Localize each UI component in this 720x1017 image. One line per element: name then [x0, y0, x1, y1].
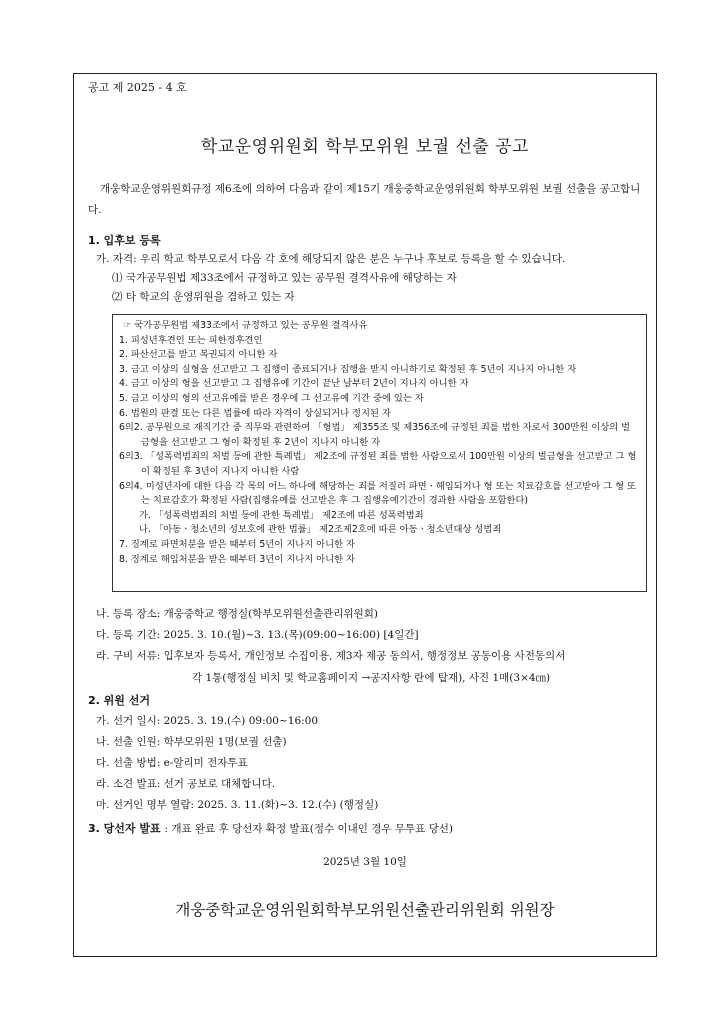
box-header: ☞ 국가공무원법 제33조에서 규정하고 있는 공무원 결격사유 — [123, 320, 368, 331]
box-line-6-4: 6의4. 미성년자에 대한 다음 각 목의 어느 하나에 해당하는 죄를 저질러 파면ㆍ해임되거나 형 또는 치료감호를 선고받아 그 형 또는 치료감호가 확정된 사람(집행유예를 선고받은 후 그 집행유예기간이 경과한 사람을 포함한다) — [119, 480, 637, 507]
section1-ga: 가. 자격: 우리 학교 학부모로서 다음 각 호에 해당되지 않은 분은 누구나 후보로 등록을 할 수 있습니다. — [96, 253, 566, 265]
box-line-1: 1. 피성년후견인 또는 피한정후견인 — [119, 334, 263, 346]
box-line-5: 5. 금고 이상의 형의 선고유예를 받은 경우에 그 선고유예 기간 중에 있는 자 — [119, 392, 424, 404]
notice-number: 공고 제 2025 - 4 호 — [88, 81, 187, 94]
section2-ma: 마. 선거인 명부 열람: 2025. 3. 11.(화)~3. 12.(수) (행정실) — [96, 799, 379, 811]
signature-line: 개웅중학교운영위원회학부모위원선출관리위원회 위원장 — [175, 901, 555, 919]
section1-da: 다. 등록 기간: 2025. 3. 10.(월)~3. 13.(목)(09:00~16:00) [4일간] — [96, 629, 419, 641]
section3 — [88, 820, 453, 836]
page-title: 학교운영위원회 학부모위원 보궐 선출 공고 — [200, 137, 530, 157]
box-line-4: 4. 금고 이상의 형을 선고받고 그 집행유예 기간이 끝난 날부터 2년이 지나지 아니한 자 — [119, 378, 469, 390]
section1-na: 나. 등록 장소: 개웅중학교 행정실(학부모위원선출관리위원회) — [96, 608, 378, 620]
section1-heading: 1. 입후보 등록 — [88, 234, 161, 247]
section1-ra: 라. 구비 서류: 입후보자 등록서, 개인정보 수집이용, 제3자 제공 동의서, 행정정보 공동이용 사전동의서 — [96, 650, 566, 662]
box-line-6-3: 6의3. 「성폭력범죄의 처벌 등에 관한 특례법」 제2조에 규정된 죄를 범한 사람으로서 100만원 이상의 벌금형을 선고받고 그 형이 확정된 후 3년이 지나지 아니한 사람 — [119, 451, 637, 477]
box-line-8: 8. 징계로 해임처분을 받은 때부터 3년이 지나지 아니한 자 — [119, 553, 356, 565]
box-line-6: 6. 법원의 판결 또는 다른 법률에 따라 자격이 상실되거나 정지된 자 — [119, 407, 391, 419]
disqualification-box — [112, 314, 647, 592]
notice-date: 2025년 3월 10일 — [323, 856, 407, 868]
section1-ga-1: ⑴ 국가공무원법 제33조에서 규정하고 있는 공무원 결격사유에 해당하는 자 — [112, 272, 457, 284]
box-line-7: 7. 징계로 파면처분을 받은 때부터 5년이 지나지 아니한 자 — [119, 538, 356, 550]
box-line-6-4-na: 나. 「아동ㆍ청소년의 성보호에 관한 법률」 제2조제2호에 따른 아동ㆍ청소년대상 성범죄 — [139, 524, 502, 536]
intro-paragraph: 개웅학교운영위원회규정 제6조에 의하여 다음과 같이 제15기 개웅중학교운영위원회 학부모위원 보궐 선출을 공고합니다. — [88, 183, 641, 216]
section2-na: 나. 선출 인원: 학부모위원 1명(보궐 선출) — [96, 736, 287, 748]
section1-ra-cont: 각 1통(행정실 비치 및 학교홈페이지 →공지사항 란에 탑재), 사진 1매(3×4㎝) — [192, 672, 551, 684]
section2-ra: 라. 소견 발표: 선거 공보로 대체합니다. — [96, 778, 276, 790]
section2-da: 다. 선출 방법: e-알리미 전자투표 — [96, 757, 248, 769]
section3-body: : 개표 완료 후 당선자 확정 발표(정수 이내인 경우 무투표 당선) — [164, 823, 454, 835]
box-line-6-2: 6의2. 공무원으로 재직기간 중 직무와 관련하여 「형법」 제355조 및 제356조에 규정된 죄를 범한 자로서 300만원 이상의 벌금형을 선고받고 그 형이 확정된 후 2년이 지나지 아니한 자 — [119, 422, 631, 448]
notice-frame — [73, 73, 657, 957]
box-line-6-4-ga: 가. 「성폭력범죄의 처벌 등에 관한 특례법」 제2조에 따른 성폭력범죄 — [139, 509, 424, 521]
section2-ga: 가. 선거 일시: 2025. 3. 19.(수) 09:00~16:00 — [96, 715, 319, 727]
section1-ga-2: ⑵ 타 학교의 운영위원을 겸하고 있는 자 — [112, 291, 295, 303]
box-line-3: 3. 금고 이상의 실형을 선고받고 그 집행이 종료되거나 집행을 받지 아니하기로 확정된 후 5년이 지나지 아니한 자 — [119, 363, 577, 375]
box-line-2: 2. 파산선고를 받고 복권되지 아니한 자 — [119, 349, 278, 361]
section2-heading: 2. 위원 선거 — [88, 694, 150, 707]
section3-heading: 3. 당선자 발표 — [88, 822, 161, 835]
